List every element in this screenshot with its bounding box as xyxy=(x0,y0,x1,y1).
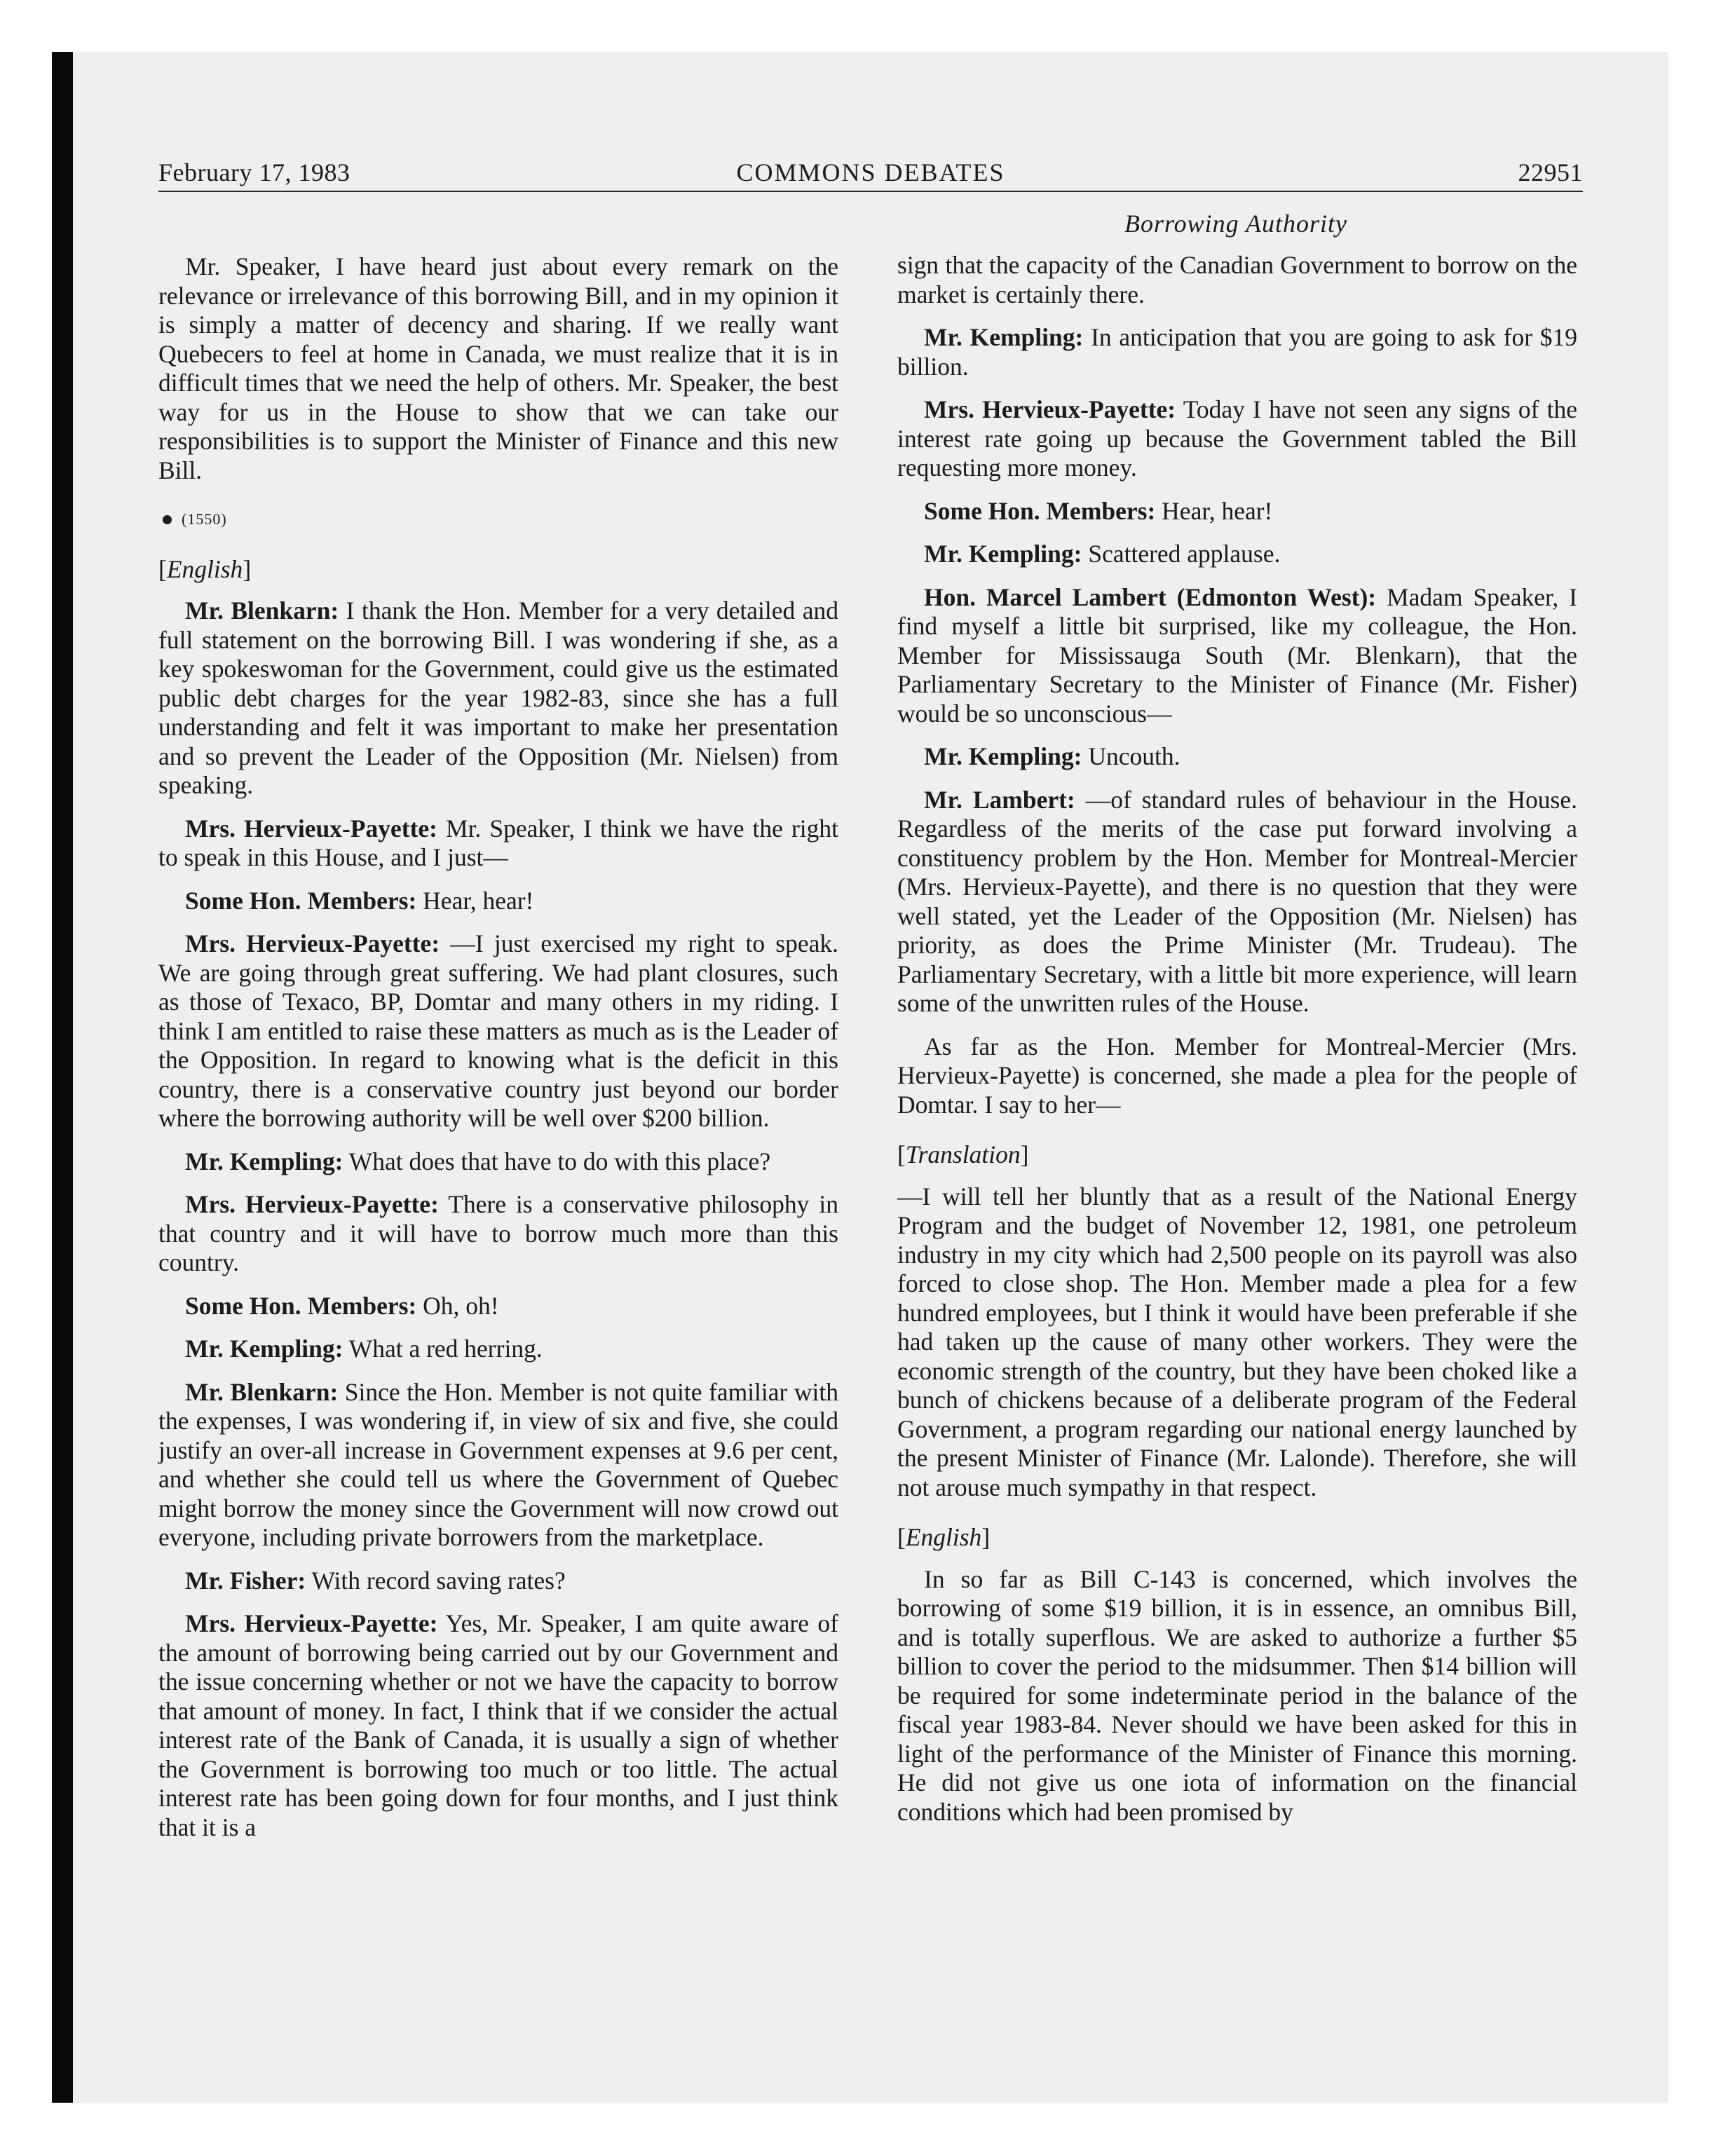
right-column xyxy=(897,251,1577,1841)
speaker-name: Mrs. Hervieux-Payette: xyxy=(185,1190,439,1218)
language-tag-text: Translation xyxy=(905,1140,1021,1168)
speaker-name: Some Hon. Members: xyxy=(924,496,1156,525)
speech-paragraph xyxy=(158,1609,838,1842)
paragraph xyxy=(897,1182,1577,1503)
speaker-name: Hon. Marcel Lambert (Edmonton West): xyxy=(924,582,1377,611)
speech-paragraph xyxy=(897,395,1577,483)
speaker-name: Mrs. Hervieux-Payette: xyxy=(924,395,1176,423)
page-header xyxy=(158,158,1583,193)
speech-text: Since the Hon. Member is not quite familiar with the expenses, I was wondering if, in view of six and five, she could justify an over-all increase in Government expenses at 9.6 per cent, and whether she could tell us where the Government of Quebec might borrow the money since the Government will now crowd out everyone, including private borrowers from the marketplace. xyxy=(158,1377,838,1551)
speaker-name: Mrs. Hervieux-Payette: xyxy=(185,814,437,842)
language-tag: [English] xyxy=(158,554,252,583)
speech-paragraph xyxy=(897,786,1577,1018)
speech-text: Mr. Speaker, I think we have the right to speak in this House, and I just— xyxy=(158,814,838,871)
paragraph xyxy=(897,251,1577,309)
speaker-name: Mr. Kempling: xyxy=(924,540,1082,568)
speaker-name: Mr. Kempling: xyxy=(924,323,1084,351)
speaker-name: Mr. Kempling: xyxy=(185,1335,343,1363)
speech-text: In anticipation that you are going to ask for $19 billion. xyxy=(897,323,1578,381)
speech-paragraph xyxy=(897,583,1577,729)
header-publication: COMMONS DEBATES xyxy=(736,158,1005,186)
speech-text: There is a conservative philosophy in that country and it will have to borrow much more than this country. xyxy=(158,1190,839,1276)
running-head: Borrowing Authority xyxy=(1124,210,1348,238)
speech-text: Oh, oh! xyxy=(423,1291,499,1320)
speech-text: What a red herring. xyxy=(348,1335,543,1363)
speech-text: Hear, hear! xyxy=(423,886,534,915)
speech-text: Hear, hear! xyxy=(1162,496,1273,525)
speech-paragraph xyxy=(158,929,838,1133)
speech-text: With record saving rates? xyxy=(311,1566,566,1595)
speech-text: sign that the capacity of the Canadian Government to borrow on the market is certainly there. xyxy=(897,251,1577,308)
speech-text: Uncouth. xyxy=(1088,742,1181,770)
language-tag-text: English xyxy=(905,1523,982,1551)
speech-text: Mr. Speaker, I have heard just about every remark on the relevance or irrelevance of this borrowing Bill, and in my opinion it is simply a matter of decency and sharing. If we really want Quebecers to feel at home in Canada, we must realize that it is in difficult times that we need the help of others. Mr. Speaker, the best way for us in the House to show that we can take our responsibilities is to support the Minister of Finance and this new Bill. xyxy=(158,252,838,484)
speaker-name: Mr. Fisher: xyxy=(185,1566,306,1595)
language-tag-text: English xyxy=(166,554,243,583)
speech-text: —of standard rules of behaviour in the House. Regardless of the merits of the case put forward involving a constituency problem by the Hon. Member for Montreal-Mercier (Mrs. Hervieux-Payette), and there is no question that they were well stated, yet the Leader of the Opposition (Mr. Nielsen) has priority, as does the Prime Minister (Mr. Trudeau). The Parliamentary Secretary, with a little bit more experience, will learn some of the unwritten rules of the House. xyxy=(897,785,1578,1017)
header-rule xyxy=(158,191,1583,192)
language-tag: [English] xyxy=(897,1523,991,1551)
speech-text: —I will tell her bluntly that as a result of the National Energy Program and the budget of November 12, 1981, one petroleum industry in my city which had 2,500 people on its payroll was also forced to close shop. The Hon. Member made a plea for a few hundred employees, but I think it would have been preferable if she had taken up the cause of many other workers. They were the economic strength of the country, but they have been choked like a bunch of chickens because of a deliberate program of the Federal Government, a program regarding our national energy launched by the present Minister of Finance (Mr. Lalonde). Therefore, she will not arouse much sympathy in that respect. xyxy=(897,1182,1577,1501)
timestamp-text: (1550) xyxy=(182,510,227,528)
speaker-name: Some Hon. Members: xyxy=(185,1291,417,1320)
speech-paragraph xyxy=(158,1335,838,1364)
speech-text: —I just exercised my right to speak. We are going through great suffering. We had plant closures, such as those of Texaco, BP, Domtar and many others in my riding. I think I am entitled to raise these matters as much as is the Leader of the Opposition. In regard to knowing what is the deficit in this country, there is a conservative country just beyond our border where the borrowing authority will be well over $200 billion. xyxy=(158,929,838,1132)
speech-paragraph xyxy=(897,742,1577,772)
speech-text: As far as the Hon. Member for Montreal-Mercier (Mrs. Hervieux-Payette) is concerned, she made a plea for the people of Domtar. I say to her— xyxy=(897,1032,1577,1119)
speech-paragraph xyxy=(158,1147,838,1177)
speech-paragraph xyxy=(158,1190,838,1278)
speech-text: In so far as Bill C-143 is concerned, which involves the borrowing of some $19 billion, it is in essence, an omnibus Bill, and is totally superflous. We are asked to authorize a further $5 billion to cover the period to the midsummer. Then $14 billion will be required for some indeterminate period in the balance of the fiscal year 1983-84. Never should we have been asked for this in light of the performance of the Minister of Finance this morning. He did not give us one iota of information on the financial conditions which had been promised by xyxy=(897,1564,1577,1826)
speaker-name: Mr. Kempling: xyxy=(185,1147,343,1175)
bullet-icon xyxy=(163,515,172,524)
speaker-name: Mr. Blenkarn: xyxy=(185,1377,339,1406)
speech-paragraph xyxy=(897,540,1577,569)
speech-paragraph xyxy=(158,1292,838,1321)
speaker-name: Mrs. Hervieux-Payette: xyxy=(185,929,440,957)
language-tag: [Translation] xyxy=(897,1140,1029,1168)
paragraph xyxy=(897,1565,1577,1827)
speech-text: What does that have to do with this place? xyxy=(348,1147,771,1175)
speech-text: Madam Speaker, I find myself a little bit surprised, like my colleague, the Hon. Member for Mississauga South (Mr. Blenkarn), that the Parliamentary Secretary to the Minister of Finance (Mr. Fisher) would be so unconscious— xyxy=(897,582,1577,728)
speech-paragraph xyxy=(158,887,838,916)
speech-text: Yes, Mr. Speaker, I am quite aware of the amount of borrowing being carried out by our Government and the issue concerning whether or not we have the capacity to borrow that amount of money. In fact, I think that if we consider the actual interest rate of the Bank of Canada, it is usually a sign of whether the Government is borrowing too much or too little. The actual interest rate has been going down for four months, and I just think that it is a xyxy=(158,1609,838,1841)
paragraph xyxy=(158,252,838,485)
speech-paragraph xyxy=(897,497,1577,526)
speech-paragraph xyxy=(158,596,838,800)
speaker-name: Mr. Lambert: xyxy=(924,785,1075,814)
speech-text: Scattered applause. xyxy=(1088,540,1281,568)
speech-text: Today I have not seen any signs of the interest rate going up because the Government tabled the Bill requesting more money. xyxy=(897,395,1577,482)
scan-edge xyxy=(52,52,73,2103)
speech-paragraph xyxy=(158,1567,838,1596)
speaker-name: Some Hon. Members: xyxy=(185,886,417,915)
speaker-name: Mr. Kempling: xyxy=(924,742,1082,770)
header-date: February 17, 1983 xyxy=(158,158,351,186)
header-page-number: 22951 xyxy=(1518,158,1583,186)
speech-text: I thank the Hon. Member for a very detailed and full statement on the borrowing Bill. I was wondering if she, as a key spokeswoman for the Government, could give us the estimated public debt charges for the year 1982-83, since she has a full understanding and felt it was important to make her presentation and so prevent the Leader of the Opposition (Mr. Nielsen) from speaking. xyxy=(158,596,838,799)
speaker-name: Mrs. Hervieux-Payette: xyxy=(185,1609,438,1637)
speech-paragraph xyxy=(158,814,838,873)
paragraph xyxy=(897,1032,1577,1120)
left-column xyxy=(158,252,838,1856)
speaker-name: Mr. Blenkarn: xyxy=(185,596,339,625)
timestamp-marker xyxy=(158,505,838,534)
speech-paragraph xyxy=(897,323,1577,381)
speech-paragraph xyxy=(158,1378,838,1553)
